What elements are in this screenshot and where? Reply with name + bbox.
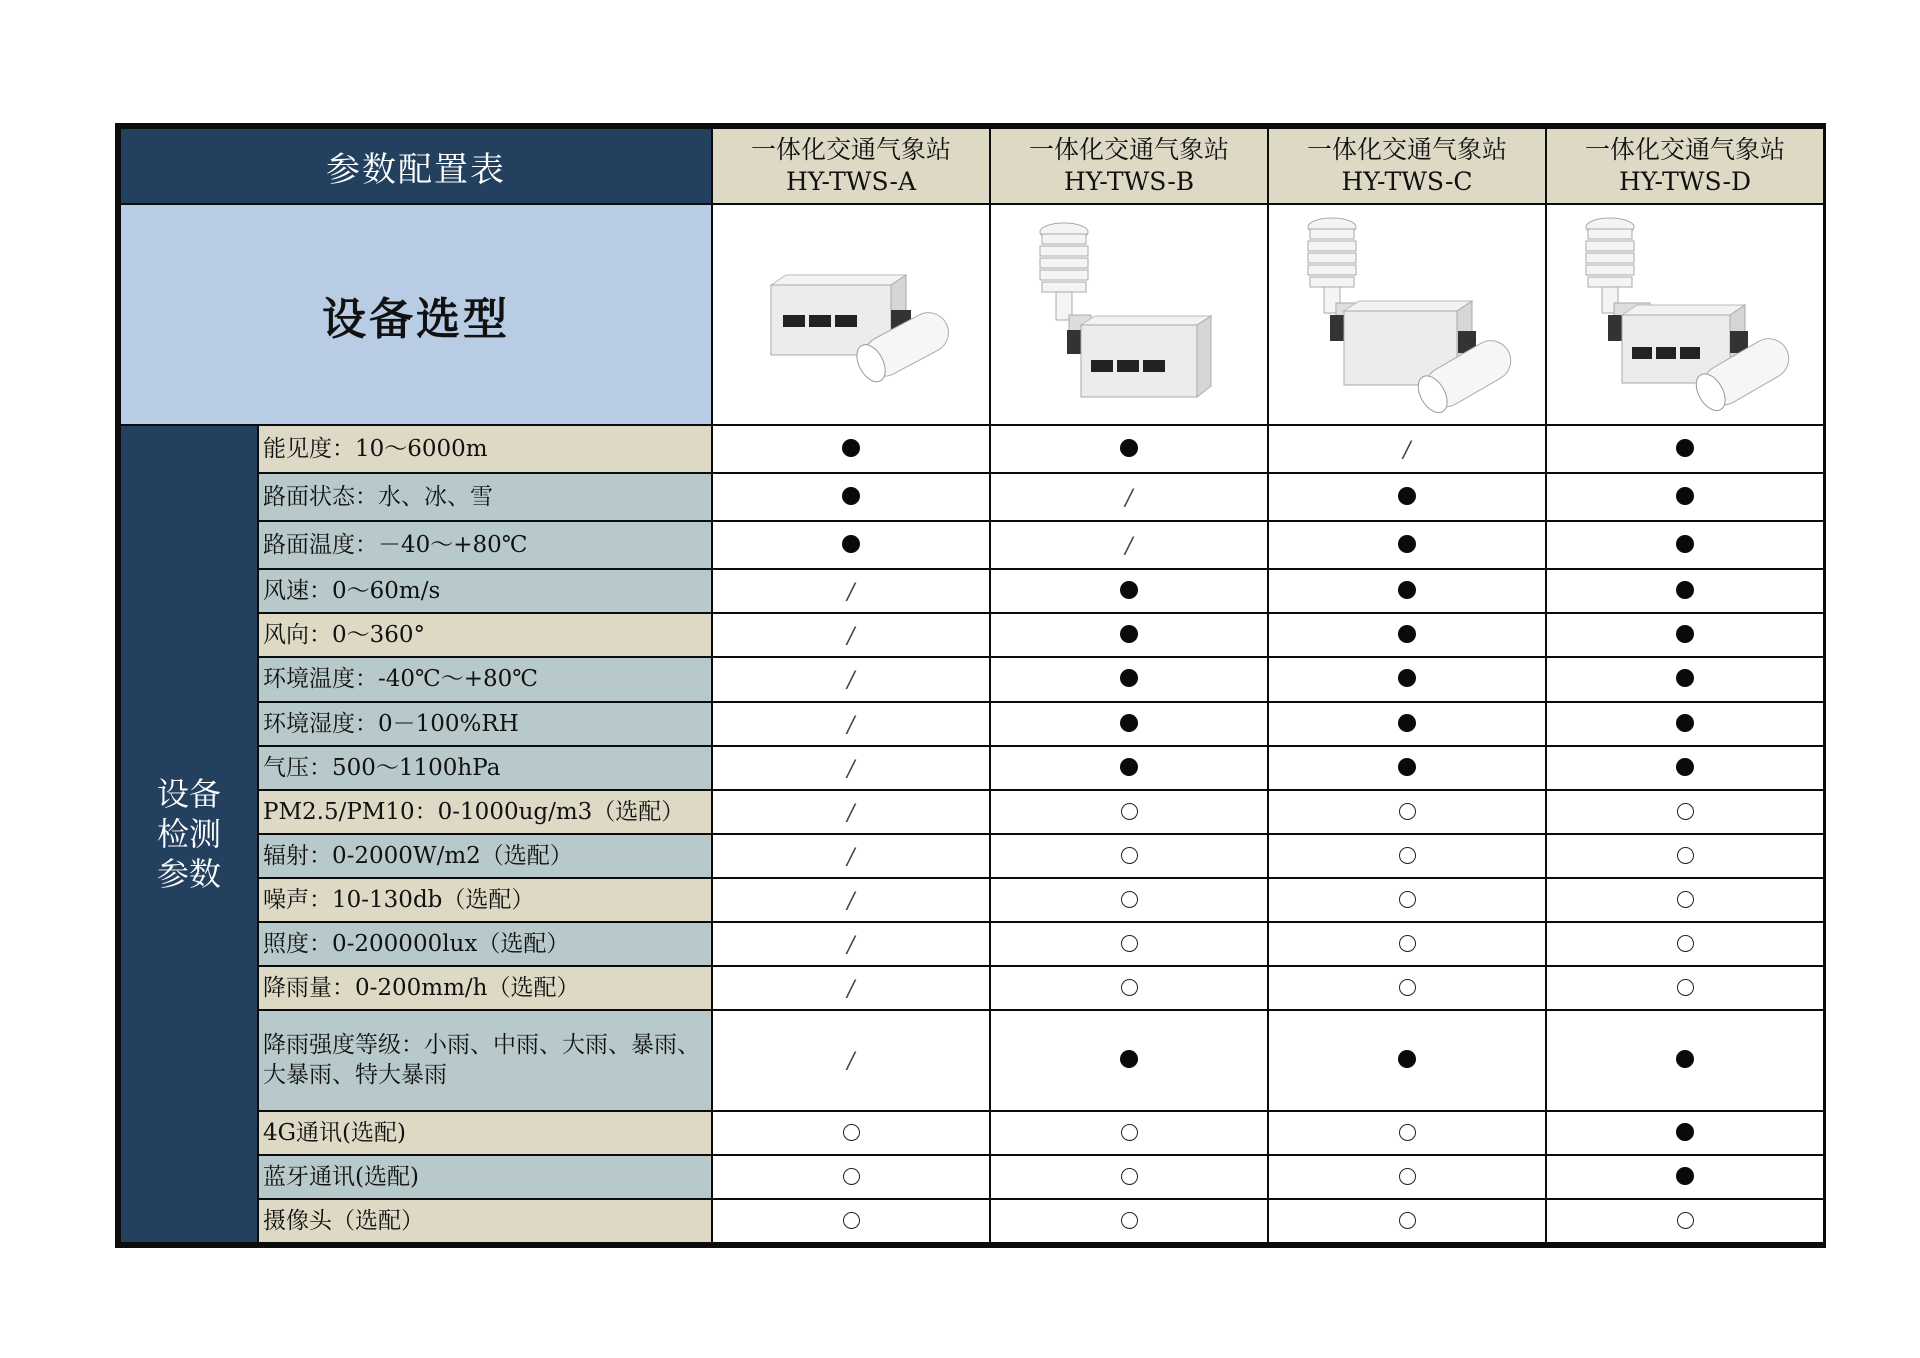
filled-dot-icon <box>1398 714 1416 732</box>
model-header-b <box>991 129 1267 203</box>
hollow-circle-icon <box>1121 891 1138 908</box>
availability-cell <box>713 1112 989 1154</box>
availability-cell <box>991 570 1267 612</box>
availability-cell <box>991 1200 1267 1242</box>
parameter-label: 摄像头（选配） <box>259 1200 711 1242</box>
availability-cell <box>713 747 989 789</box>
not-available-mark: / <box>1125 534 1133 560</box>
model-name: 一体化交通气象站 <box>1028 135 1229 165</box>
filled-dot-icon <box>1398 758 1416 776</box>
filled-dot-icon <box>1398 669 1416 687</box>
hollow-circle-icon <box>843 1212 860 1229</box>
not-available-mark: / <box>847 977 855 1003</box>
product-image-b <box>991 205 1267 424</box>
table-title: 参数配置表 <box>121 129 711 203</box>
not-available-mark: / <box>847 1049 855 1075</box>
hollow-circle-icon <box>1121 847 1138 864</box>
section-label <box>121 426 257 1242</box>
availability-cell <box>1547 747 1823 789</box>
availability-cell <box>1547 1011 1823 1109</box>
filled-dot-icon <box>1676 714 1694 732</box>
parameter-config-table <box>115 123 1826 1248</box>
availability-cell <box>1547 703 1823 745</box>
filled-dot-icon <box>1120 581 1138 599</box>
table-row <box>121 426 1823 472</box>
table-row <box>121 791 1823 833</box>
model-header-a <box>713 129 989 203</box>
filled-dot-icon <box>842 439 860 457</box>
availability-cell <box>991 1011 1267 1109</box>
availability-cell <box>991 426 1267 472</box>
filled-dot-icon <box>1120 439 1138 457</box>
model-code: HY-TWS-C <box>1341 167 1473 197</box>
availability-cell <box>713 923 989 965</box>
not-available-mark: / <box>847 580 855 606</box>
not-available-mark: / <box>847 933 855 959</box>
availability-cell <box>713 570 989 612</box>
availability-cell <box>991 474 1267 520</box>
availability-cell <box>991 967 1267 1009</box>
parameter-label: 风向：0～360° <box>259 614 711 656</box>
availability-cell <box>713 522 989 568</box>
filled-dot-icon <box>1398 1050 1416 1068</box>
hollow-circle-icon <box>1121 1212 1138 1229</box>
availability-cell <box>1547 1112 1823 1154</box>
availability-cell <box>1269 923 1545 965</box>
availability-cell <box>1269 522 1545 568</box>
filled-dot-icon <box>1398 487 1416 505</box>
availability-cell <box>1269 879 1545 921</box>
parameter-label: PM2.5/PM10：0-1000ug/m3（选配） <box>259 791 711 833</box>
table-row <box>121 1112 1823 1154</box>
hollow-circle-icon <box>1677 935 1694 952</box>
hollow-circle-icon <box>1399 979 1416 996</box>
availability-cell <box>991 522 1267 568</box>
not-available-mark: / <box>847 888 855 914</box>
product-image-d <box>1547 205 1823 424</box>
hollow-circle-icon <box>1677 891 1694 908</box>
model-name: 一体化交通气象站 <box>1306 135 1507 165</box>
availability-cell <box>991 658 1267 700</box>
filled-dot-icon <box>1120 714 1138 732</box>
not-available-mark: / <box>1403 437 1411 463</box>
parameter-label: 辐射：0-2000W/m2（选配） <box>259 835 711 877</box>
parameter-label: 蓝牙通讯(选配) <box>259 1156 711 1198</box>
availability-cell <box>1547 474 1823 520</box>
filled-dot-icon <box>1120 1050 1138 1068</box>
availability-cell <box>1547 522 1823 568</box>
filled-dot-icon <box>1676 439 1694 457</box>
hollow-circle-icon <box>843 1168 860 1185</box>
filled-dot-icon <box>1398 535 1416 553</box>
filled-dot-icon <box>842 487 860 505</box>
hollow-circle-icon <box>1677 847 1694 864</box>
section-label-line: 检测 <box>156 814 221 853</box>
not-available-mark: / <box>847 756 855 782</box>
availability-cell <box>1269 658 1545 700</box>
hollow-circle-icon <box>1399 935 1416 952</box>
availability-cell <box>1547 791 1823 833</box>
table-row <box>121 747 1823 789</box>
availability-cell <box>991 703 1267 745</box>
filled-dot-icon <box>1398 625 1416 643</box>
availability-cell <box>1547 923 1823 965</box>
availability-cell <box>991 835 1267 877</box>
availability-cell <box>991 614 1267 656</box>
hollow-circle-icon <box>1399 847 1416 864</box>
parameter-label: 能见度：10～6000m <box>259 426 711 472</box>
filled-dot-icon <box>1676 1050 1694 1068</box>
parameter-label: 噪声：10-130db（选配） <box>259 879 711 921</box>
availability-cell <box>713 703 989 745</box>
hollow-circle-icon <box>1121 935 1138 952</box>
parameter-label: 环境湿度：0－100%RH <box>259 703 711 745</box>
availability-cell <box>1269 614 1545 656</box>
table-row <box>121 1200 1823 1242</box>
parameter-label: 风速：0～60m/s <box>259 570 711 612</box>
model-name: 一体化交通气象站 <box>1584 135 1785 165</box>
availability-cell <box>1269 967 1545 1009</box>
table-row <box>121 703 1823 745</box>
availability-cell <box>1269 835 1545 877</box>
filled-dot-icon <box>1398 581 1416 599</box>
not-available-mark: / <box>847 844 855 870</box>
filled-dot-icon <box>1676 1123 1694 1141</box>
availability-cell <box>1547 835 1823 877</box>
filled-dot-icon <box>1676 487 1694 505</box>
availability-cell <box>1547 1200 1823 1242</box>
availability-cell <box>713 658 989 700</box>
model-name: 一体化交通气象站 <box>750 135 951 165</box>
table-row <box>121 1011 1823 1109</box>
hollow-circle-icon <box>1121 979 1138 996</box>
availability-cell <box>713 1011 989 1109</box>
station-c-icon <box>1292 215 1522 415</box>
table-row <box>121 474 1823 520</box>
model-header-c <box>1269 129 1545 203</box>
hollow-circle-icon <box>1121 1168 1138 1185</box>
availability-cell <box>1269 474 1545 520</box>
availability-cell <box>991 1156 1267 1198</box>
availability-cell <box>713 879 989 921</box>
availability-cell <box>713 835 989 877</box>
hollow-circle-icon <box>1399 1212 1416 1229</box>
filled-dot-icon <box>1676 669 1694 687</box>
product-image-a <box>713 205 989 424</box>
parameter-label: 4G通讯(选配) <box>259 1112 711 1154</box>
hollow-circle-icon <box>1677 979 1694 996</box>
hollow-circle-icon <box>1399 1124 1416 1141</box>
table-row <box>121 522 1823 568</box>
filled-dot-icon <box>1676 758 1694 776</box>
hollow-circle-icon <box>1121 803 1138 820</box>
availability-cell <box>713 614 989 656</box>
parameter-label: 路面状态：水、冰、雪 <box>259 474 711 520</box>
availability-cell <box>1547 426 1823 472</box>
table-row <box>121 614 1823 656</box>
filled-dot-icon <box>1120 669 1138 687</box>
availability-cell <box>713 426 989 472</box>
parameter-label: 降雨强度等级：小雨、中雨、大雨、暴雨、大暴雨、特大暴雨 <box>259 1011 711 1109</box>
filled-dot-icon <box>1120 758 1138 776</box>
availability-cell <box>1269 747 1545 789</box>
availability-cell <box>991 879 1267 921</box>
not-available-mark: / <box>847 800 855 826</box>
filled-dot-icon <box>842 535 860 553</box>
availability-cell <box>1547 879 1823 921</box>
availability-cell <box>713 791 989 833</box>
station-a-icon <box>741 235 961 395</box>
selection-label: 设备选型 <box>121 205 711 424</box>
availability-cell <box>991 1112 1267 1154</box>
parameter-label: 路面温度：－40～+80℃ <box>259 522 711 568</box>
availability-cell <box>713 1200 989 1242</box>
model-header-d <box>1547 129 1823 203</box>
parameter-label: 气压：500～1100hPa <box>259 747 711 789</box>
not-available-mark: / <box>847 712 855 738</box>
filled-dot-icon <box>1120 625 1138 643</box>
table-row <box>121 967 1823 1009</box>
availability-cell <box>1269 426 1545 472</box>
hollow-circle-icon <box>1399 803 1416 820</box>
model-code: HY-TWS-D <box>1618 167 1752 197</box>
table-row <box>121 879 1823 921</box>
not-available-mark: / <box>1125 485 1133 511</box>
filled-dot-icon <box>1676 535 1694 553</box>
availability-cell <box>991 747 1267 789</box>
product-image-c <box>1269 205 1545 424</box>
section-label-line: 参数 <box>156 854 221 893</box>
filled-dot-icon <box>1676 1167 1694 1185</box>
table-row <box>121 1156 1823 1198</box>
model-code: HY-TWS-A <box>785 167 917 197</box>
hollow-circle-icon <box>1121 1124 1138 1141</box>
availability-cell <box>1547 614 1823 656</box>
parameter-label: 降雨量：0-200mm/h（选配） <box>259 967 711 1009</box>
hollow-circle-icon <box>1399 891 1416 908</box>
parameter-label: 照度：0-200000lux（选配） <box>259 923 711 965</box>
filled-dot-icon <box>1676 581 1694 599</box>
model-code: HY-TWS-B <box>1063 167 1195 197</box>
availability-cell <box>1547 570 1823 612</box>
availability-cell <box>713 1156 989 1198</box>
availability-cell <box>1269 1011 1545 1109</box>
table-row <box>121 923 1823 965</box>
availability-cell <box>1269 791 1545 833</box>
table-row <box>121 658 1823 700</box>
hollow-circle-icon <box>1677 1212 1694 1229</box>
parameter-label: 环境温度：-40℃～+80℃ <box>259 658 711 700</box>
hollow-circle-icon <box>1399 1168 1416 1185</box>
availability-cell <box>1269 1112 1545 1154</box>
section-label-line: 设备 <box>156 774 221 813</box>
station-b-icon <box>1019 220 1239 410</box>
table-row <box>121 570 1823 612</box>
station-d-icon <box>1570 215 1800 415</box>
not-available-mark: / <box>847 624 855 650</box>
table-row <box>121 835 1823 877</box>
availability-cell <box>1547 1156 1823 1198</box>
hollow-circle-icon <box>1677 803 1694 820</box>
filled-dot-icon <box>1676 625 1694 643</box>
availability-cell <box>1269 703 1545 745</box>
not-available-mark: / <box>847 668 855 694</box>
availability-cell <box>991 791 1267 833</box>
availability-cell <box>1547 658 1823 700</box>
availability-cell <box>991 923 1267 965</box>
availability-cell <box>713 474 989 520</box>
availability-cell <box>1547 967 1823 1009</box>
hollow-circle-icon <box>843 1124 860 1141</box>
availability-cell <box>1269 570 1545 612</box>
config-table <box>119 127 1825 1244</box>
availability-cell <box>713 967 989 1009</box>
availability-cell <box>1269 1200 1545 1242</box>
availability-cell <box>1269 1156 1545 1198</box>
